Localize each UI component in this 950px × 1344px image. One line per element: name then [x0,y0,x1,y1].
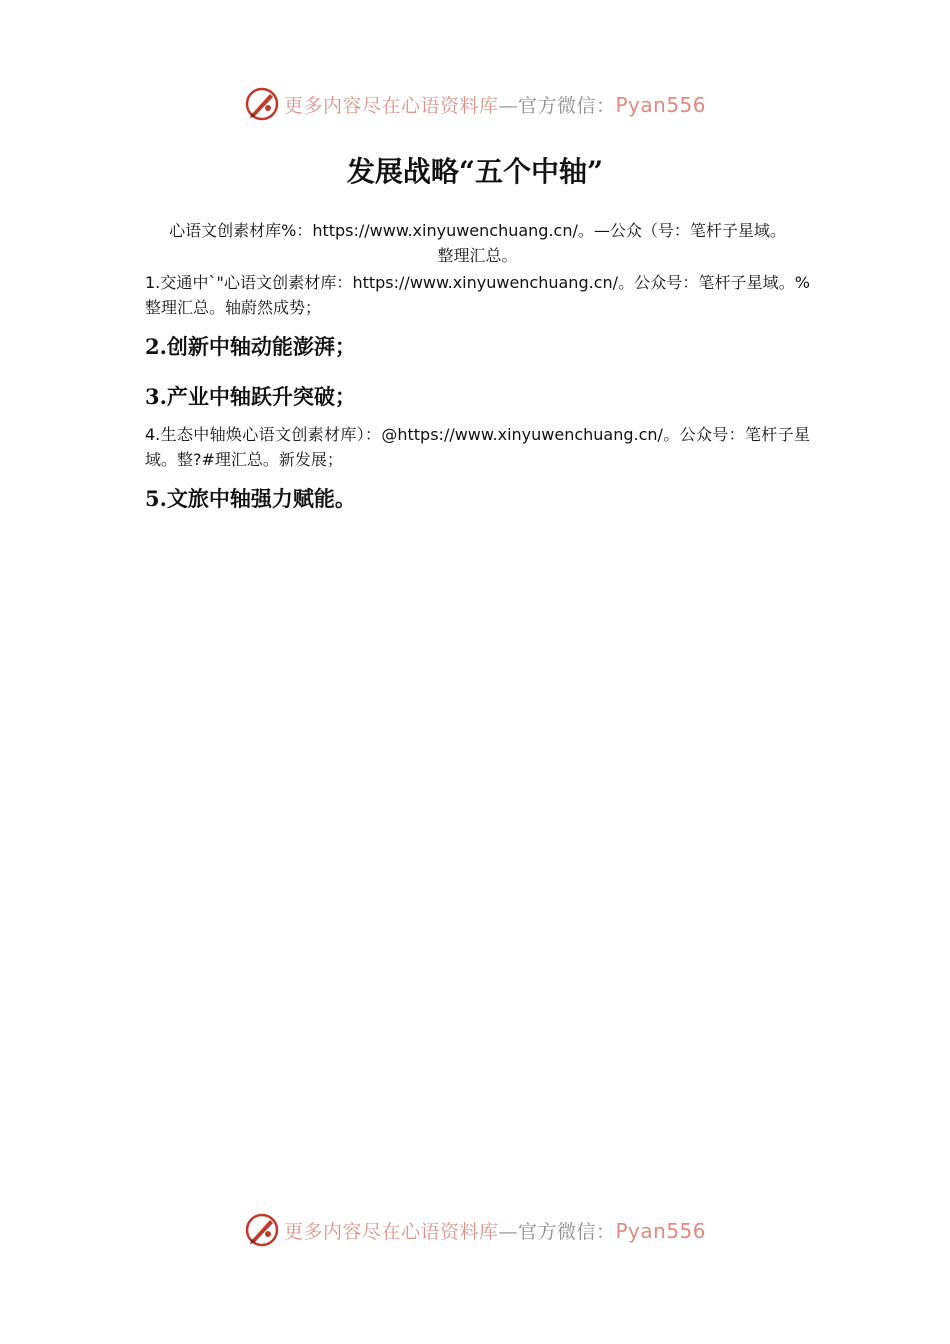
item-4-paragraph: 4.生态中轴焕心语文创素材库）：@https://www.xinyuwenchuang.cn/。公众号：笔杆子星域。整?#理汇总。新发展； [145,425,810,469]
footer-watermark-banner [0,1208,950,1252]
item-5-heading: 5.文旅中轴强力赋能。 [145,486,356,511]
document-title: 发展战略“五个中轴” [346,155,604,188]
item-3-heading: 3.产业中轴跃升突破； [145,384,356,409]
lead-line-2: 整理汇总。 [437,246,518,265]
watermark-text: 更多内容尽在心语资料库—官方微信：Pyan556 [283,92,707,117]
quill-logo-icon [244,1212,280,1248]
item-2-heading: 2.创新中轴动能澎湃； [145,334,356,359]
lead-line-1: 心语文创素材库%：https://www.xinyuwenchuang.cn/。—公众（号：笔杆子星域。 [169,221,786,240]
document-body [145,218,810,514]
header-watermark-banner [0,82,950,126]
quill-logo-icon [244,86,280,122]
item-1-paragraph: 1.交通中`"心语文创素材库：https://www.xinyuwenchuang.cn/。公众号：笔杆子星域。%整理汇总。轴蔚然成势； [145,273,810,317]
lead-paragraph [145,218,810,268]
watermark-text: 更多内容尽在心语资料库—官方微信：Pyan556 [283,1218,707,1243]
